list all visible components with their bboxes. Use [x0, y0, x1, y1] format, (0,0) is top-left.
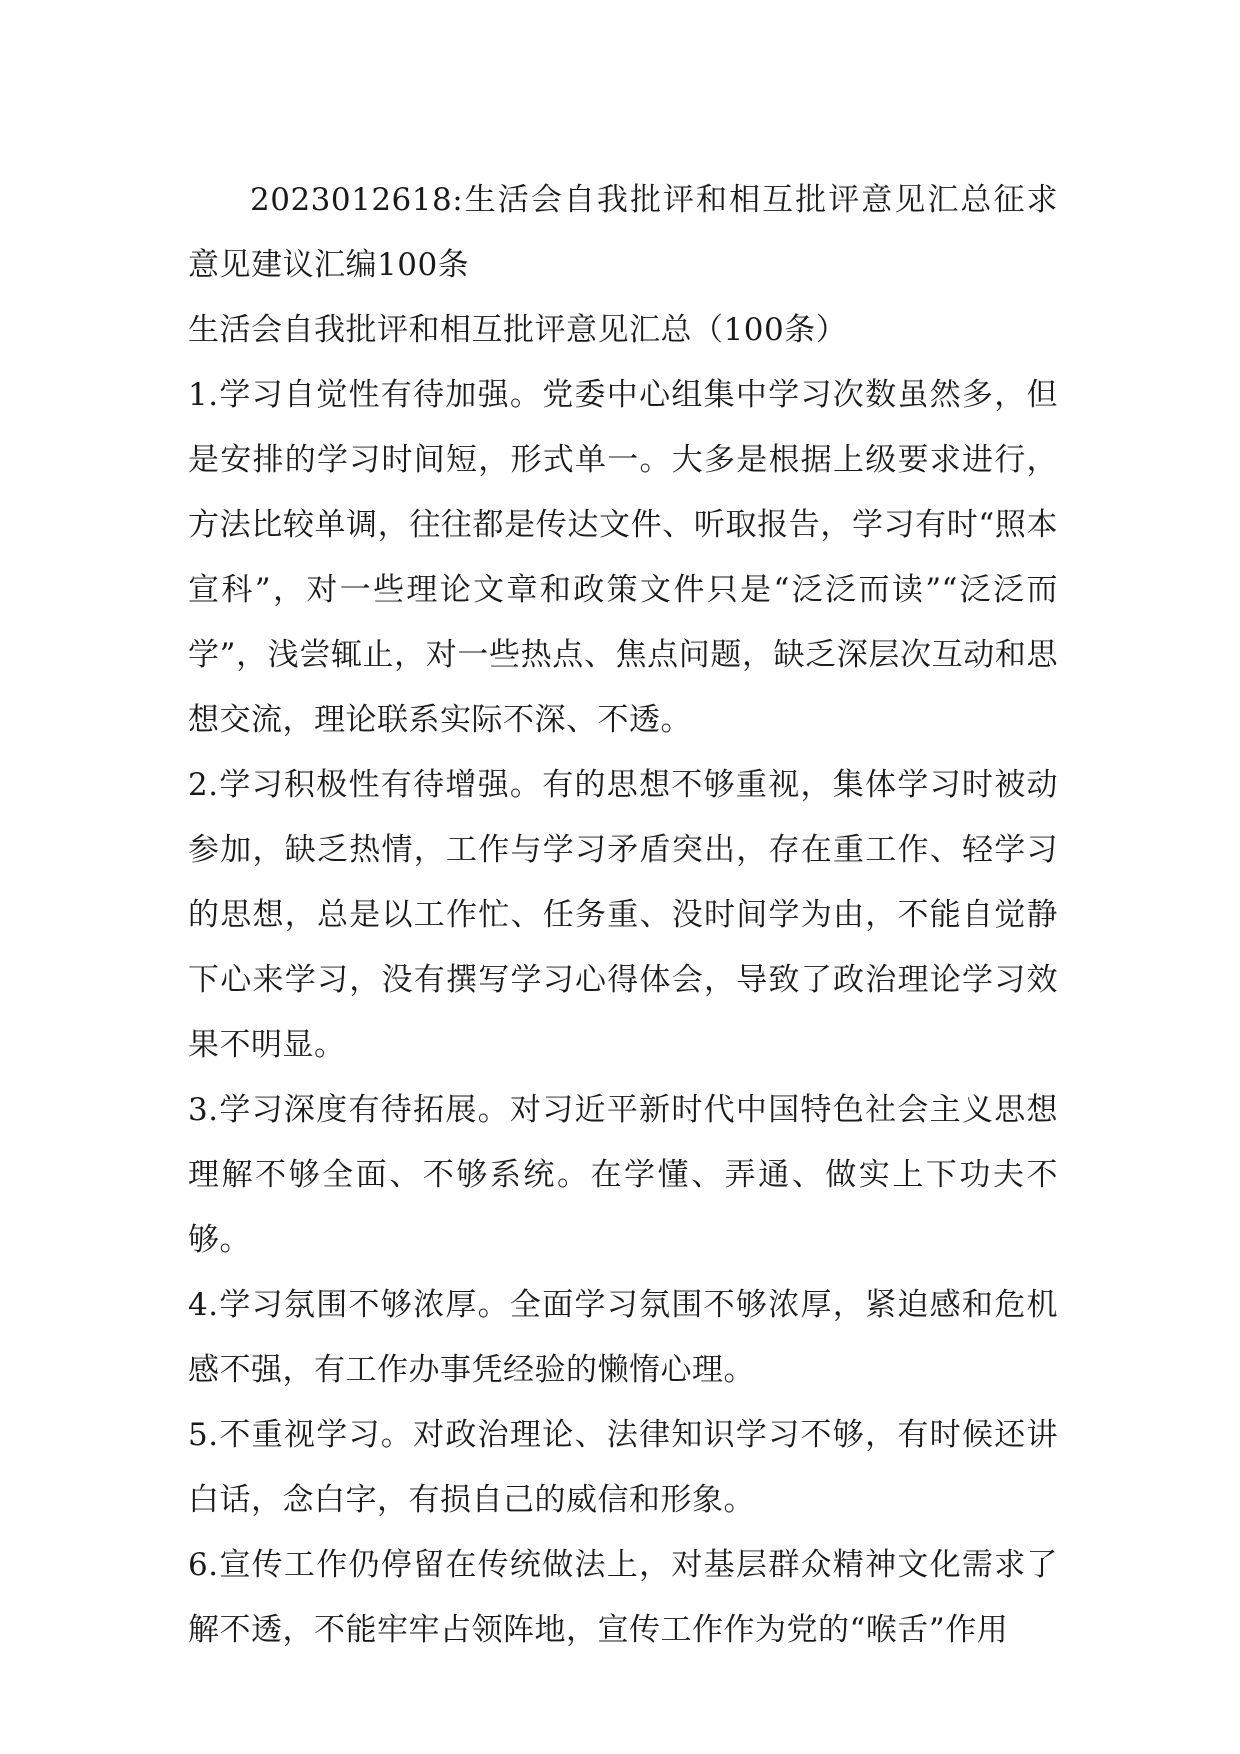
list-item: 6.宣传工作仍停留在传统做法上，对基层群众精神文化需求了解不透，不能牢牢占领阵地，宣传工作作为党的“喉舌”作用 — [188, 1547, 1058, 1648]
document-subtitle: 生活会自我批评和相互批评意见汇总（100条） — [188, 312, 848, 348]
list-item: 4.学习氛围不够浓厚。全面学习氛围不够浓厚，紧迫感和危机感不强，有工作办事凭经验的懒惰心理。 — [188, 1287, 1058, 1388]
document-title: 2023012618:生活会自我批评和相互批评意见汇总征求意见建议汇编100条 — [188, 182, 1058, 283]
list-item: 1.学习自觉性有待加强。党委中心组集中学习次数虽然多，但是安排的学习时间短，形式单一。大多是根据上级要求进行，方法比较单调，往往都是传达文件、听取报告，学习有时“照本宣科”，对一些理论文章和政策文件只是“泛泛而读”“泛泛而学”，浅尝辄止，对一些热点、焦点问题，缺乏深层次互动和思想交流，理论联系实际不深、不透。 — [188, 377, 1058, 738]
document-page — [188, 168, 1058, 1663]
list-item: 3.学习深度有待拓展。对习近平新时代中国特色社会主义思想理解不够全面、不够系统。在学懂、弄通、做实上下功夫不够。 — [188, 1092, 1058, 1258]
list-item: 5.不重视学习。对政治理论、法律知识学习不够，有时候还讲白话，念白字，有损自己的威信和形象。 — [188, 1417, 1058, 1518]
list-item: 2.学习积极性有待增强。有的思想不够重视，集体学习时被动参加，缺乏热情，工作与学习矛盾突出，存在重工作、轻学习的思想，总是以工作忙、任务重、没时间学为由，不能自觉静下心来学习，没有撰写学习心得体会，导致了政治理论学习效果不明显。 — [188, 767, 1058, 1063]
